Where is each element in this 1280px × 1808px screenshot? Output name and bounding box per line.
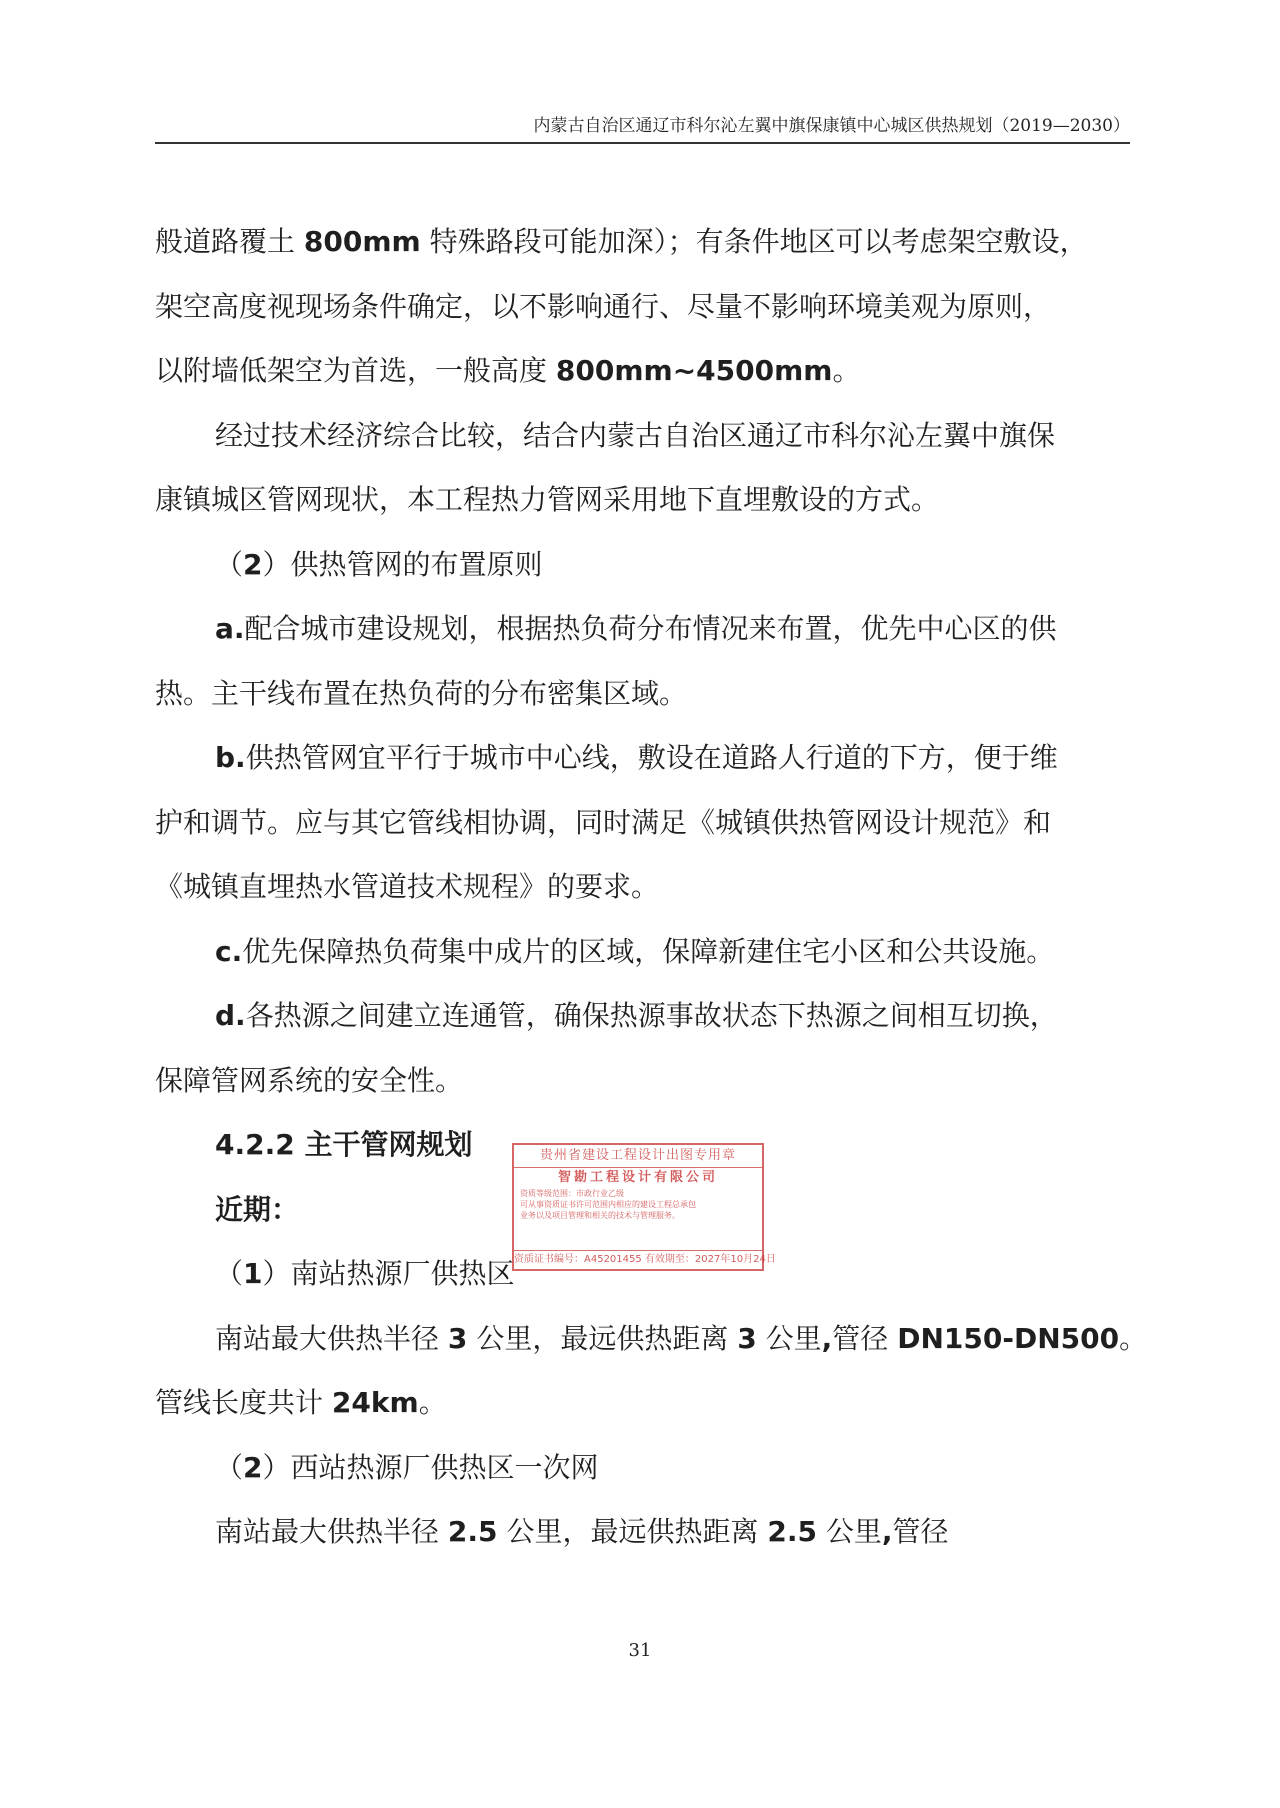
stamp-line: 可从事资质证书许可范围内相应的建设工程总承包	[520, 1200, 696, 1209]
paragraph-line: 热。主干线布置在热负荷的分布密集区域。	[155, 676, 688, 710]
section-subheading: （2）供热管网的布置原则	[215, 547, 543, 581]
paragraph-line: 般道路覆土 800mm 特殊路段可能加深）；有条件地区可以考虑架空敷设，	[155, 225, 1088, 258]
section-subheading: （2）西站热源厂供热区一次网	[215, 1450, 599, 1484]
paragraph-line: 康镇城区管网现状，本工程热力管网采用地下直埋敷设的方式。	[155, 483, 940, 516]
paragraph-line: 管线长度共计 24km。	[155, 1386, 447, 1419]
design-seal-stamp	[512, 1143, 776, 1271]
stamp-company: 智勘工程设计有限公司	[557, 1170, 718, 1185]
stamp-line: 资质等级范围：市政行业乙级	[520, 1189, 624, 1198]
section-subheading: （1）南站热源厂供热区	[215, 1257, 515, 1290]
paragraph-line: 南站最大供热半径 3 公里，最远供热距离 3 公里,管径 DN150-DN500。	[215, 1321, 1148, 1355]
paragraph-line: 架空高度视现场条件确定，以不影响通行、尽量不影响环境美观为原则，	[155, 289, 1052, 323]
stamp-title: 贵州省建设工程设计出图专用章	[514, 1145, 762, 1168]
header-title: 内蒙古自治区通辽市科尔沁左翼中旗保康镇中心城区供热规划（2019—2030）	[533, 116, 1130, 136]
stamp-line: 业务以及项目管理和相关的技术与管理服务。	[520, 1211, 680, 1220]
paragraph-line: 《城镇直埋热水管道技术规程》的要求。	[155, 870, 660, 903]
list-item: a.配合城市建设规划，根据热负荷分布情况来布置，优先中心区的供	[215, 612, 1057, 645]
list-item: d.各热源之间建立连通管，确保热源事故状态下热源之间相互切换，	[215, 999, 1058, 1032]
paragraph-line: 以附墙低架空为首选，一般高度 800mm~4500mm。	[155, 354, 861, 387]
paragraph-line: 保障管网系统的安全性。	[155, 1063, 464, 1097]
paragraph-line: 经过技术经济综合比较，结合内蒙古自治区通辽市科尔沁左翼中旗保	[215, 418, 1056, 452]
page-number: 31	[628, 1640, 652, 1661]
paragraph-line: 南站最大供热半径 2.5 公里，最远供热距离 2.5 公里,管径	[215, 1515, 949, 1548]
section-heading: 4.2.2 主干管网规划	[215, 1128, 473, 1161]
list-item: c.优先保障热负荷集中成片的区域，保障新建住宅小区和公共设施。	[215, 934, 1055, 968]
list-item: b.供热管网宜平行于城市中心线，敷设在道路人行道的下方，便于维	[215, 741, 1058, 774]
stamp-footer: 资质证书编号：A45201455 有效期至：2027年10月24日	[514, 1250, 762, 1269]
paragraph-line: 护和调节。应与其它管线相协调，同时满足《城镇供热管网设计规范》和	[155, 805, 1052, 839]
document-body	[155, 210, 1148, 1565]
subsection-label: 近期：	[215, 1192, 300, 1226]
running-header	[155, 112, 1130, 144]
